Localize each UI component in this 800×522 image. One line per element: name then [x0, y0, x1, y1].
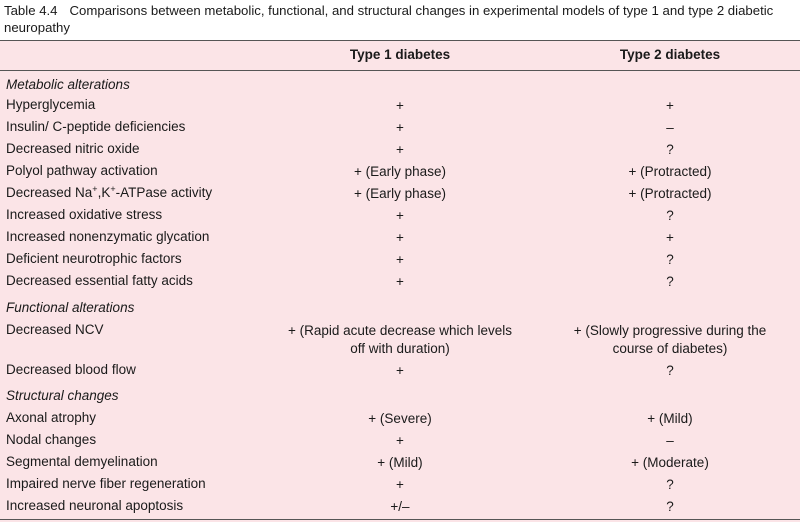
type2-value: –	[666, 433, 674, 448]
type2-value: ?	[666, 142, 674, 157]
section-structural: Structural changes	[6, 388, 119, 403]
row-label: Impaired nerve fiber regeneration	[6, 476, 206, 491]
header-type1: Type 1 diabetes	[349, 47, 451, 62]
row-label: Segmental demyelination	[6, 454, 158, 469]
type1-value: +	[396, 98, 404, 113]
type2-value: ?	[666, 208, 674, 223]
row-label: Increased oxidative stress	[6, 207, 163, 222]
type2-value: + (Protracted)	[628, 164, 712, 179]
row-label: Decreased blood flow	[6, 362, 136, 377]
type1-value: +	[396, 208, 404, 223]
type2-value: ?	[666, 274, 674, 289]
type2-value: ?	[666, 363, 674, 378]
row-label: Decreased Na+,K+-ATPase activity	[6, 184, 213, 200]
type1-value: +	[396, 142, 404, 157]
type1-value: +	[396, 477, 404, 492]
type2-value: + (Mild)	[647, 411, 693, 426]
row-label: Decreased NCV	[6, 322, 104, 337]
type2-value: +	[666, 98, 674, 113]
type2-value: ?	[666, 477, 674, 492]
section-metabolic: Metabolic alterations	[6, 77, 130, 92]
type1-value: +	[396, 433, 404, 448]
type2-value: + (Slowly progressive during the course of diabetes)	[573, 323, 767, 356]
header-type2: Type 2 diabetes	[619, 47, 721, 62]
section-functional: Functional alterations	[6, 300, 135, 315]
type2-value: +	[666, 230, 674, 245]
table-bottom-rule	[0, 519, 800, 520]
type1-value: +	[396, 120, 404, 135]
type1-value: + (Early phase)	[354, 186, 446, 201]
row-label: Decreased nitric oxide	[6, 141, 140, 156]
row-label: Deficient neurotrophic factors	[6, 251, 182, 266]
type1-value: + (Severe)	[368, 411, 432, 426]
table-header	[0, 40, 800, 71]
type2-value: ?	[666, 499, 674, 514]
row-label: Increased nonenzymatic glycation	[6, 229, 210, 244]
caption-text: Comparisons between metabolic, functional, and structural changes in experimental models of type 1 and type 2 diabetic neuropathy	[4, 3, 774, 35]
row-label: Hyperglycemia	[6, 97, 96, 112]
table-number: Table 4.4	[4, 3, 58, 18]
row-label: Nodal changes	[6, 432, 97, 447]
type1-value: +	[396, 274, 404, 289]
type2-value: ?	[666, 252, 674, 267]
type2-value: + (Protracted)	[628, 186, 712, 201]
row-label: Polyol pathway activation	[6, 163, 158, 178]
type1-value: + (Mild)	[377, 455, 423, 470]
type1-value: +	[396, 252, 404, 267]
type1-value: +	[396, 363, 404, 378]
row-label: Decreased essential fatty acids	[6, 273, 193, 288]
row-label: Insulin/ C-peptide deficiencies	[6, 119, 186, 134]
type2-value: + (Moderate)	[631, 455, 709, 470]
type1-value: +/–	[390, 499, 410, 514]
row-label: Increased neuronal apoptosis	[6, 498, 184, 513]
type1-value: +	[396, 230, 404, 245]
type2-value: –	[666, 120, 674, 135]
type1-value: + (Early phase)	[354, 164, 446, 179]
type1-value: + (Rapid acute decrease which levels off with duration)	[288, 323, 512, 356]
table-caption	[4, 2, 796, 36]
row-label: Axonal atrophy	[6, 410, 97, 425]
